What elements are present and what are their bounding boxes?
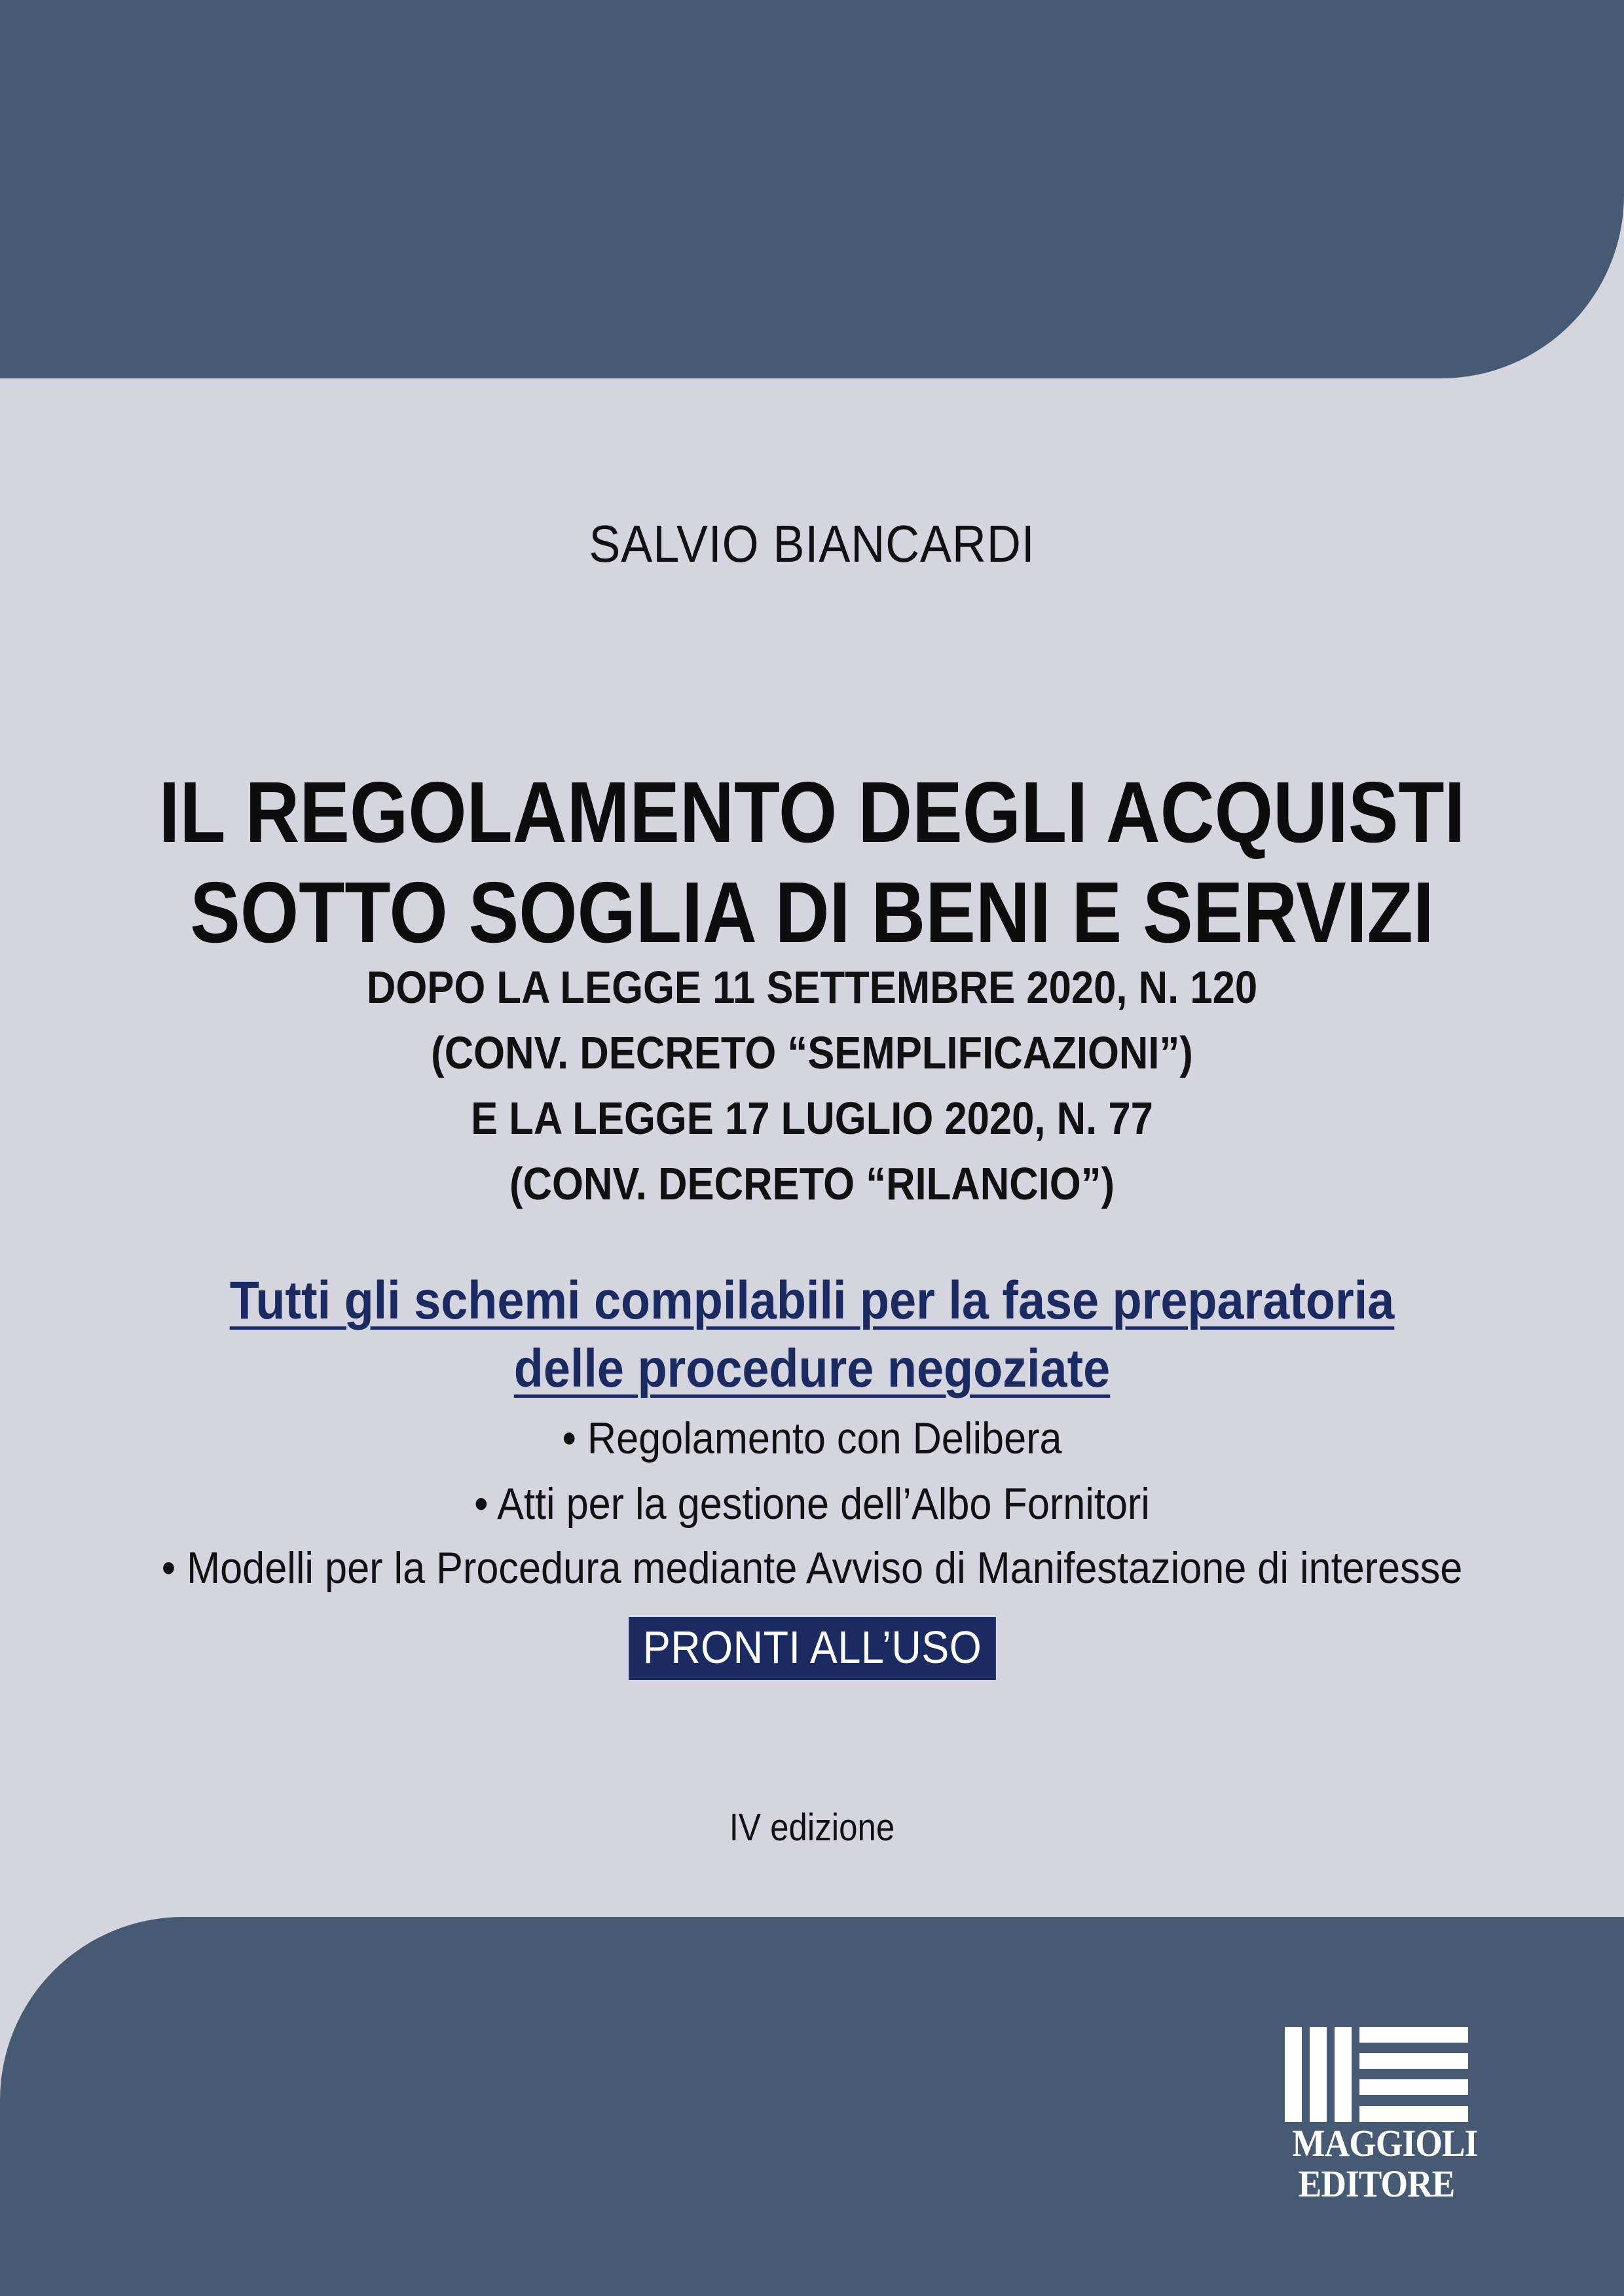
book-title-line-1: IL REGOLAMENTO DEGLI ACQUISTI (158, 764, 1466, 860)
highlight-line-2: delle procedure negoziate (513, 1339, 1111, 1398)
subtitle-line-3: E LA LEGGE 17 LUGLIO 2020, N. 77 (471, 1093, 1153, 1144)
subtitle-line-4: (CONV. DECRETO “RILANCIO”) (509, 1158, 1115, 1209)
bullet-item: • Atti per la gestione dell’Albo Fornitori (474, 1479, 1150, 1529)
badge-container (0, 1617, 1624, 1680)
publisher-logo (1285, 2027, 1478, 2205)
ready-to-use-badge: PRONTI ALL’USO (629, 1617, 996, 1680)
publisher-name: MAGGIOLI (1292, 2122, 1478, 2164)
bullet-item: • Regolamento con Delibera (562, 1413, 1062, 1463)
top-decorative-band (0, 0, 1624, 378)
bullet-item: • Modelli per la Procedura mediante Avviso di Manifestazione di interesse (161, 1543, 1463, 1593)
subtitle-line-2: (CONV. DECRETO “SEMPLIFICAZIONI”) (431, 1027, 1193, 1078)
highlight-line-1: Tutti gli schemi compilabili per la fase preparatoria (229, 1271, 1395, 1330)
publisher-subtitle: EDITORE (1298, 2162, 1455, 2205)
maggioli-logo-icon (1285, 2027, 1468, 2122)
edition-label: IV edizione (729, 1806, 895, 1849)
author-name: SALVIO BIANCARDI (589, 515, 1035, 573)
book-title-line-2: SOTTO SOGLIA DI BENI E SERVIZI (190, 864, 1434, 960)
subtitle-line-1: DOPO LA LEGGE 11 SETTEMBRE 2020, N. 120 (366, 962, 1258, 1013)
